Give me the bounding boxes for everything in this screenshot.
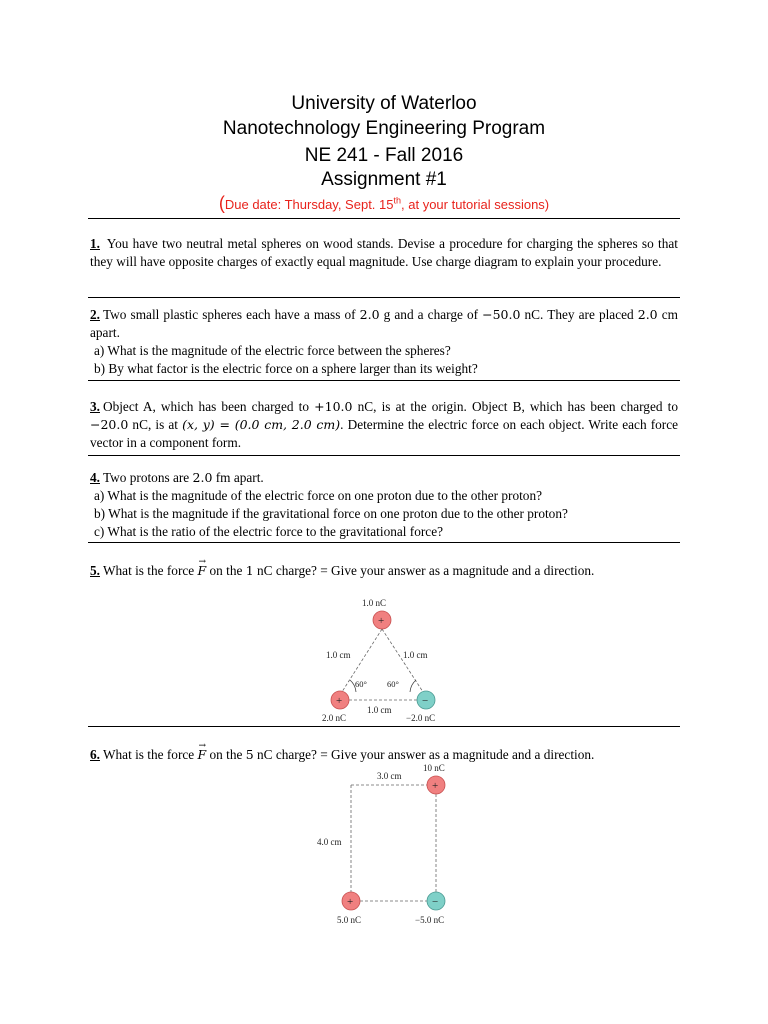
question-number: 4. (90, 470, 100, 485)
angle-arc-right (410, 680, 416, 692)
rectangle-charge-diagram (305, 762, 465, 930)
question-part-c: c) What is the ratio of the electric force to the gravitational force? (94, 524, 443, 539)
question-part-a: a) What is the magnitude of the electric force on one proton due to the other proton? (94, 488, 542, 503)
left-side-label: 1.0 cm (326, 650, 351, 660)
minus-sign: − (432, 896, 439, 908)
question-number: 6. (90, 747, 100, 762)
top-charge-label: 10 nC (423, 763, 445, 773)
question-text: You have two neutral metal spheres on wood stands. Devise a procedure for charging the spheres so that they will have opposite charges of exactly equal magnitude. Use charge diagram to explain your procedure. (90, 236, 678, 269)
bottom-left-charge-label: 5.0 nC (337, 915, 362, 925)
top-charge-label: 1.0 nC (362, 598, 387, 608)
side-distance-label: 4.0 cm (317, 837, 342, 847)
top-distance-label: 3.0 cm (377, 771, 402, 781)
divider (88, 726, 680, 727)
divider (88, 455, 680, 456)
right-side-label: 1.0 cm (403, 650, 428, 660)
base-label: 1.0 cm (367, 705, 392, 715)
angle-left-label: 60° (355, 679, 367, 689)
due-date: (Due date: Thursday, Sept. 15th, at your tutorial sessions) (218, 193, 550, 213)
plus-sign: + (378, 615, 385, 627)
left-charge-label: 2.0 nC (322, 713, 347, 723)
assignment-title: Assignment #1 (321, 169, 447, 190)
university-title: University of Waterloo (291, 93, 477, 114)
question-number: 3. (90, 399, 100, 414)
question-2: 2. Two small plastic spheres each have a mass of 2.0 g and a charge of −50.0 nC. They are placed 2.0 cm apart. a) What is the magnitude of the electric force between the spheres? b) By what factor is the electric force on a sphere larger than its weight? (90, 307, 678, 376)
question-part-a: a) What is the magnitude of the electric force between the spheres? (94, 343, 451, 358)
angle-right-label: 60° (387, 679, 399, 689)
divider (88, 380, 680, 381)
program-title: Nanotechnology Engineering Program (222, 118, 546, 139)
plus-sign: + (432, 780, 439, 792)
bottom-right-charge-label: −5.0 nC (415, 915, 445, 925)
question-number: 1. (90, 236, 100, 251)
divider (88, 297, 680, 298)
question-3: 3. Object A, which has been charged to +10.0 nC, is at the origin. Object B, which has been charged to −20.0 nC, is at (x, y) = (0.0 cm, 2.0 cm). Determine the electric force on each object. Write each force vector in a component form. (90, 399, 679, 450)
question-number: 5. (90, 563, 100, 578)
right-charge-label: −2.0 nC (406, 713, 436, 723)
plus-sign: + (336, 695, 343, 707)
course-title: NE 241 - Fall 2016 (304, 145, 464, 166)
question-6: 6. What is the force → F on the 5 nC charge? = Give your answer as a magnitude and a direction. (90, 746, 678, 764)
question-part-b: b) What is the magnitude if the gravitational force on one proton due to the other proton? (94, 506, 568, 521)
divider (88, 542, 680, 543)
question-5: 5. What is the force → F on the 1 nC charge? = Give your answer as a magnitude and a direction. (90, 562, 678, 580)
divider (88, 218, 680, 219)
plus-sign: + (347, 896, 354, 908)
triangle-charge-diagram (300, 592, 480, 727)
question-4: 4. Two protons are 2.0 fm apart. a) What is the magnitude of the electric force on one proton due to the other proton? b) What is the magnitude if the gravitational force on one proton due to the other proton? c) What is the ratio of the electric force to the gravitational force? (90, 469, 678, 541)
minus-sign: − (422, 695, 429, 707)
question-1 (90, 235, 678, 271)
force-vector-symbol: → F (198, 562, 207, 580)
force-vector-symbol: → F (198, 746, 207, 764)
question-part-b: b) By what factor is the electric force on a sphere larger than its weight? (94, 361, 478, 376)
question-number: 2. (90, 307, 100, 322)
